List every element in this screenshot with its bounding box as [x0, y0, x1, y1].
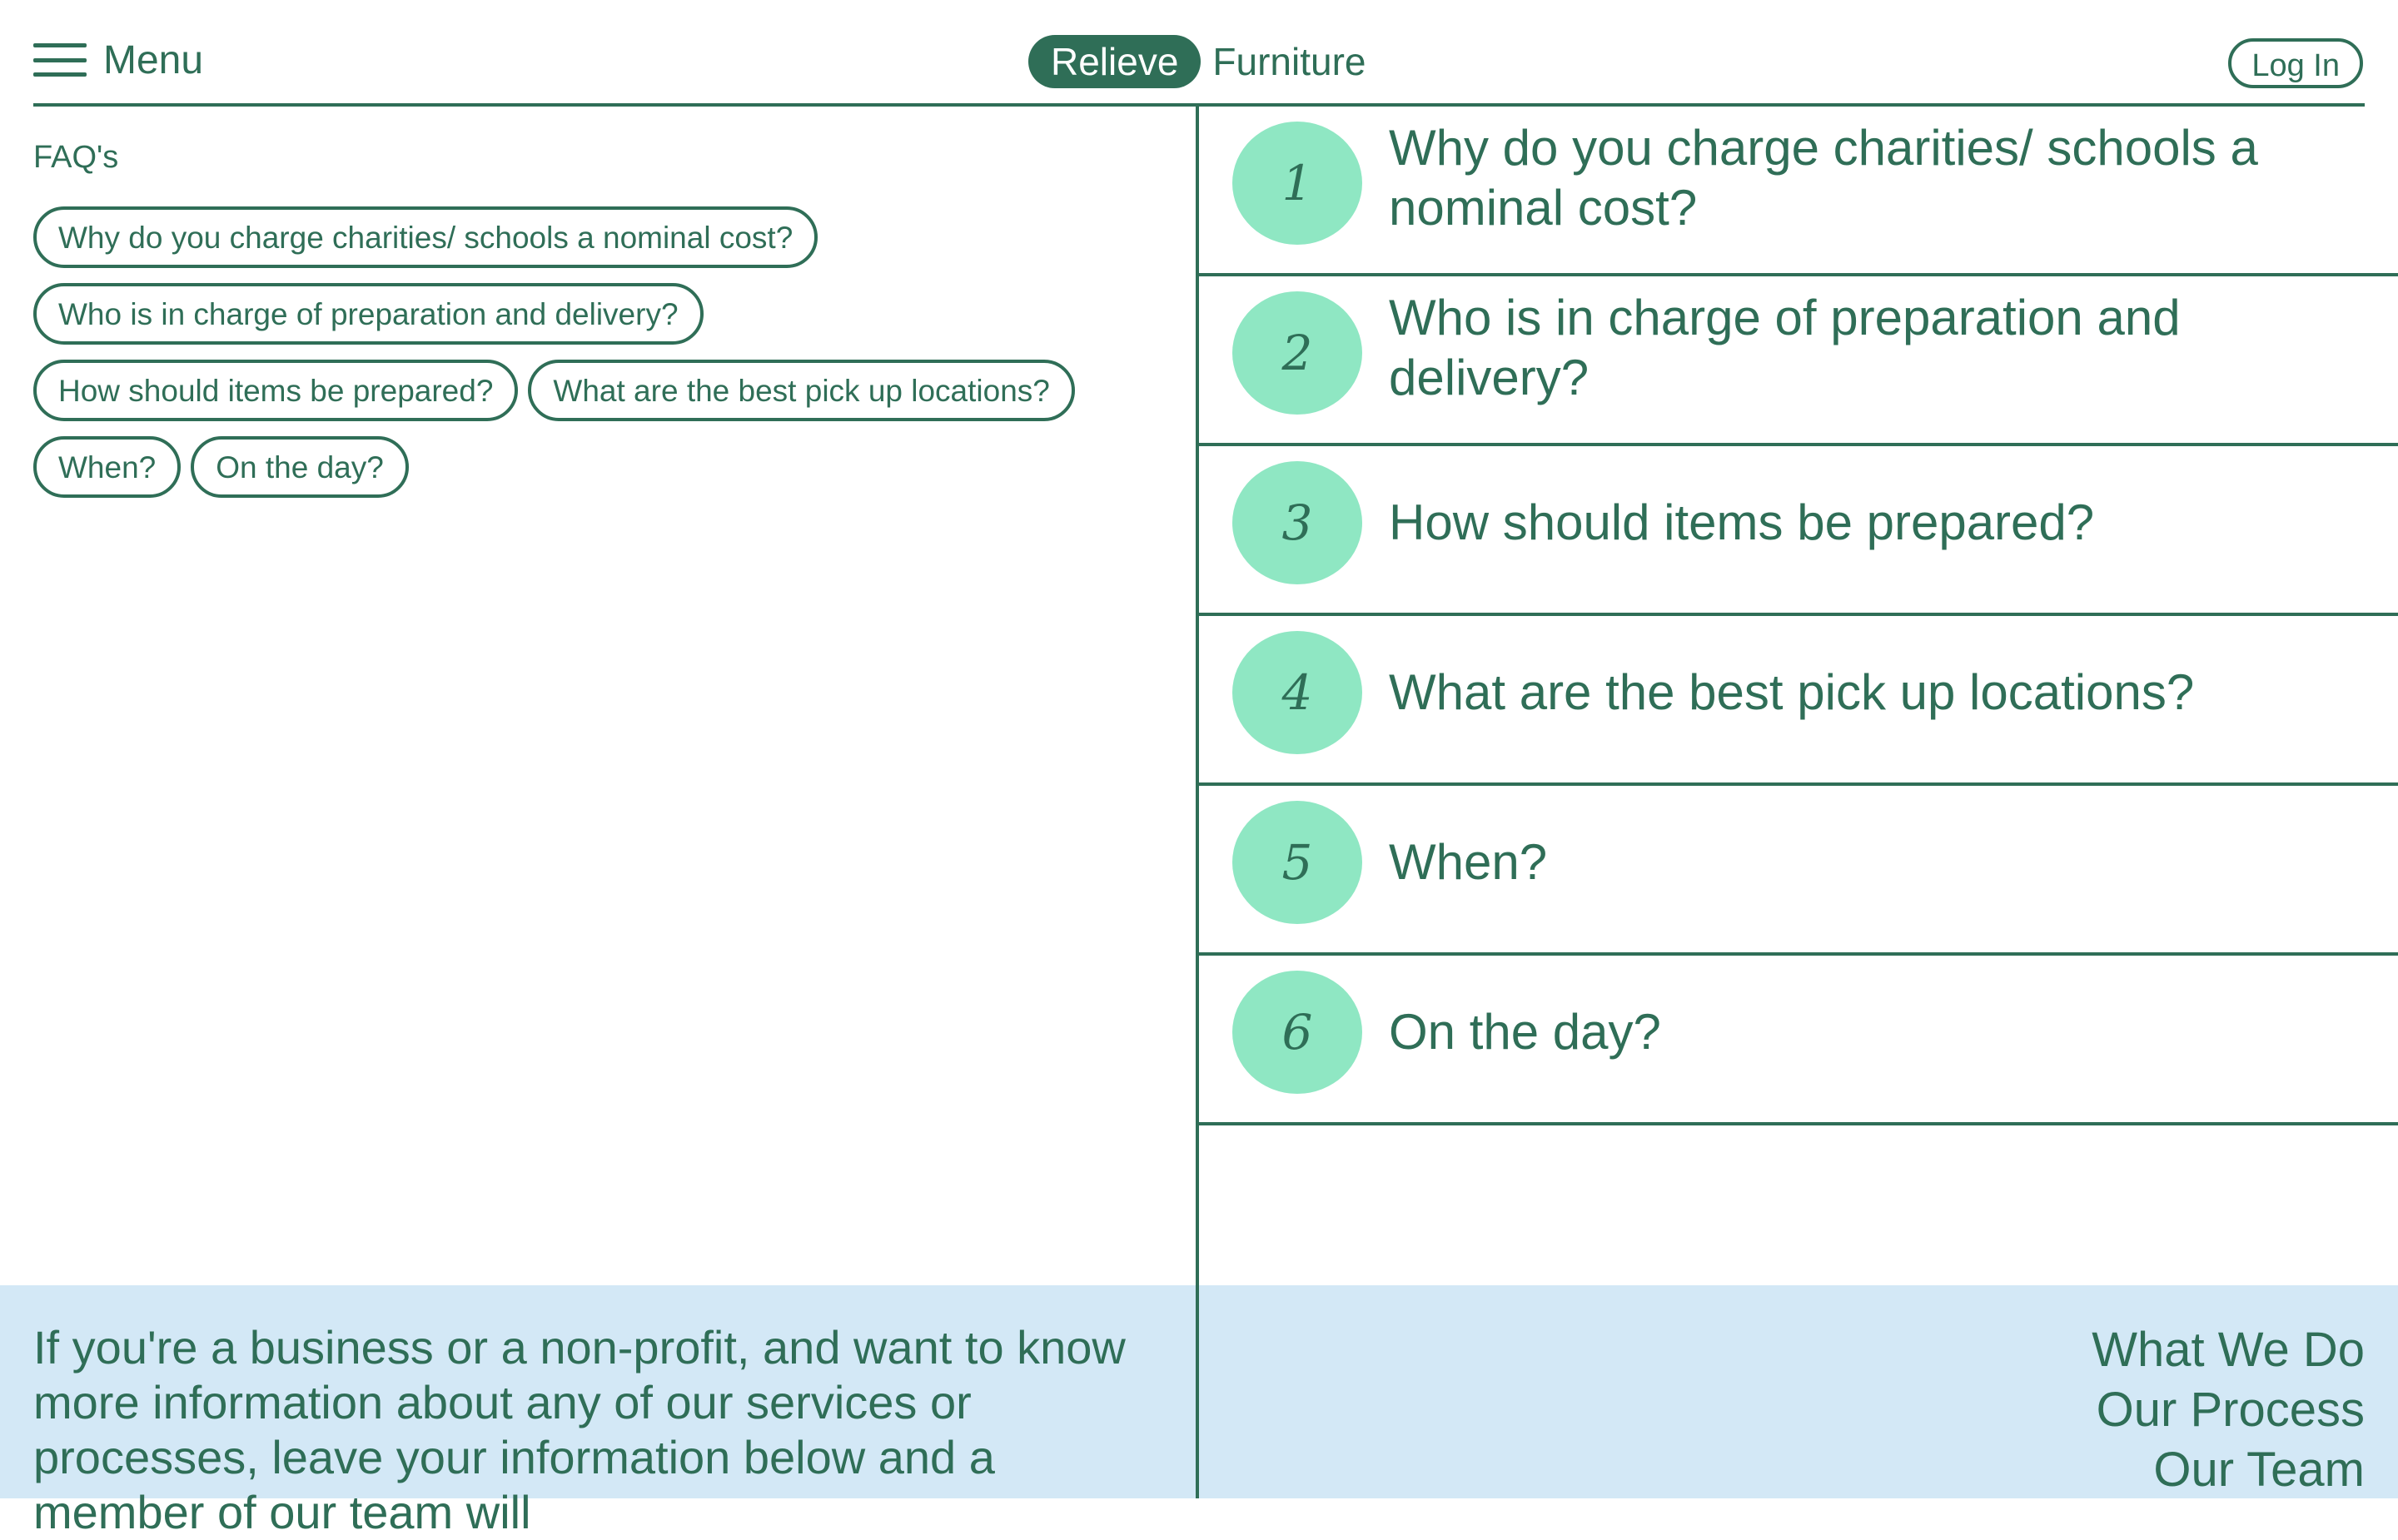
faq-chip-when[interactable]: When?	[33, 436, 181, 498]
faq-item[interactable]	[1199, 276, 2398, 446]
footer-nav	[2092, 1320, 2365, 1500]
faq-chip-items-prepared[interactable]: How should items be prepared?	[33, 360, 518, 421]
faq-chip-preparation-delivery[interactable]: Who is in charge of preparation and delivery?	[33, 283, 704, 345]
hamburger-icon	[33, 43, 87, 77]
faq-number-badge: 4	[1232, 631, 1362, 754]
faq-section-label: FAQ's	[33, 140, 119, 175]
faq-question: Why do you charge charities/ schools a nominal cost?	[1389, 120, 2258, 236]
faq-question: Who is in charge of preparation and delivery?	[1389, 290, 2181, 405]
faq-list	[1199, 107, 2398, 1125]
footer-link-what-we-do[interactable]: What We Do	[2092, 1323, 2365, 1377]
faq-item[interactable]	[1199, 616, 2398, 786]
menu-label: Menu	[103, 37, 204, 82]
faq-number-badge: 3	[1232, 461, 1362, 584]
faq-question: When?	[1389, 834, 1548, 890]
faq-chip-on-the-day[interactable]: On the day?	[191, 436, 409, 498]
faq-number-badge: 2	[1232, 291, 1362, 415]
faq-item[interactable]	[1199, 956, 2398, 1125]
login-button[interactable]: Log In	[2228, 38, 2363, 88]
logo-pill: Relieve	[1028, 35, 1201, 88]
faq-question: What are the best pick up locations?	[1389, 664, 2195, 720]
faq-chip-list	[33, 206, 1174, 498]
faq-item[interactable]	[1199, 107, 2398, 276]
faq-chip-charities-cost[interactable]: Why do you charge charities/ schools a nominal cost?	[33, 206, 818, 268]
site-logo[interactable]	[1028, 35, 1366, 88]
faq-number-badge: 6	[1232, 971, 1362, 1094]
footer-link-our-process[interactable]: Our Process	[2096, 1383, 2365, 1437]
contact-intro-text: If you're a business or a non-profit, and want to know more information about any of our services or processes, leave your information below and a member of our team will	[33, 1321, 1126, 1538]
faq-item[interactable]	[1199, 786, 2398, 956]
faq-question: How should items be prepared?	[1389, 494, 2095, 550]
menu-button[interactable]	[33, 33, 203, 87]
faq-question: On the day?	[1389, 1004, 1661, 1060]
faq-number-badge: 1	[1232, 122, 1362, 245]
faq-item[interactable]	[1199, 446, 2398, 616]
footer-divider	[1196, 1285, 1199, 1498]
contact-footer	[0, 1285, 2398, 1538]
site-header	[0, 0, 2398, 106]
faq-number-badge: 5	[1232, 801, 1362, 924]
logo-text: Furniture	[1212, 40, 1366, 83]
faq-chip-pickup-locations[interactable]: What are the best pick up locations?	[528, 360, 1074, 421]
footer-link-our-team[interactable]: Our Team	[2153, 1443, 2365, 1497]
